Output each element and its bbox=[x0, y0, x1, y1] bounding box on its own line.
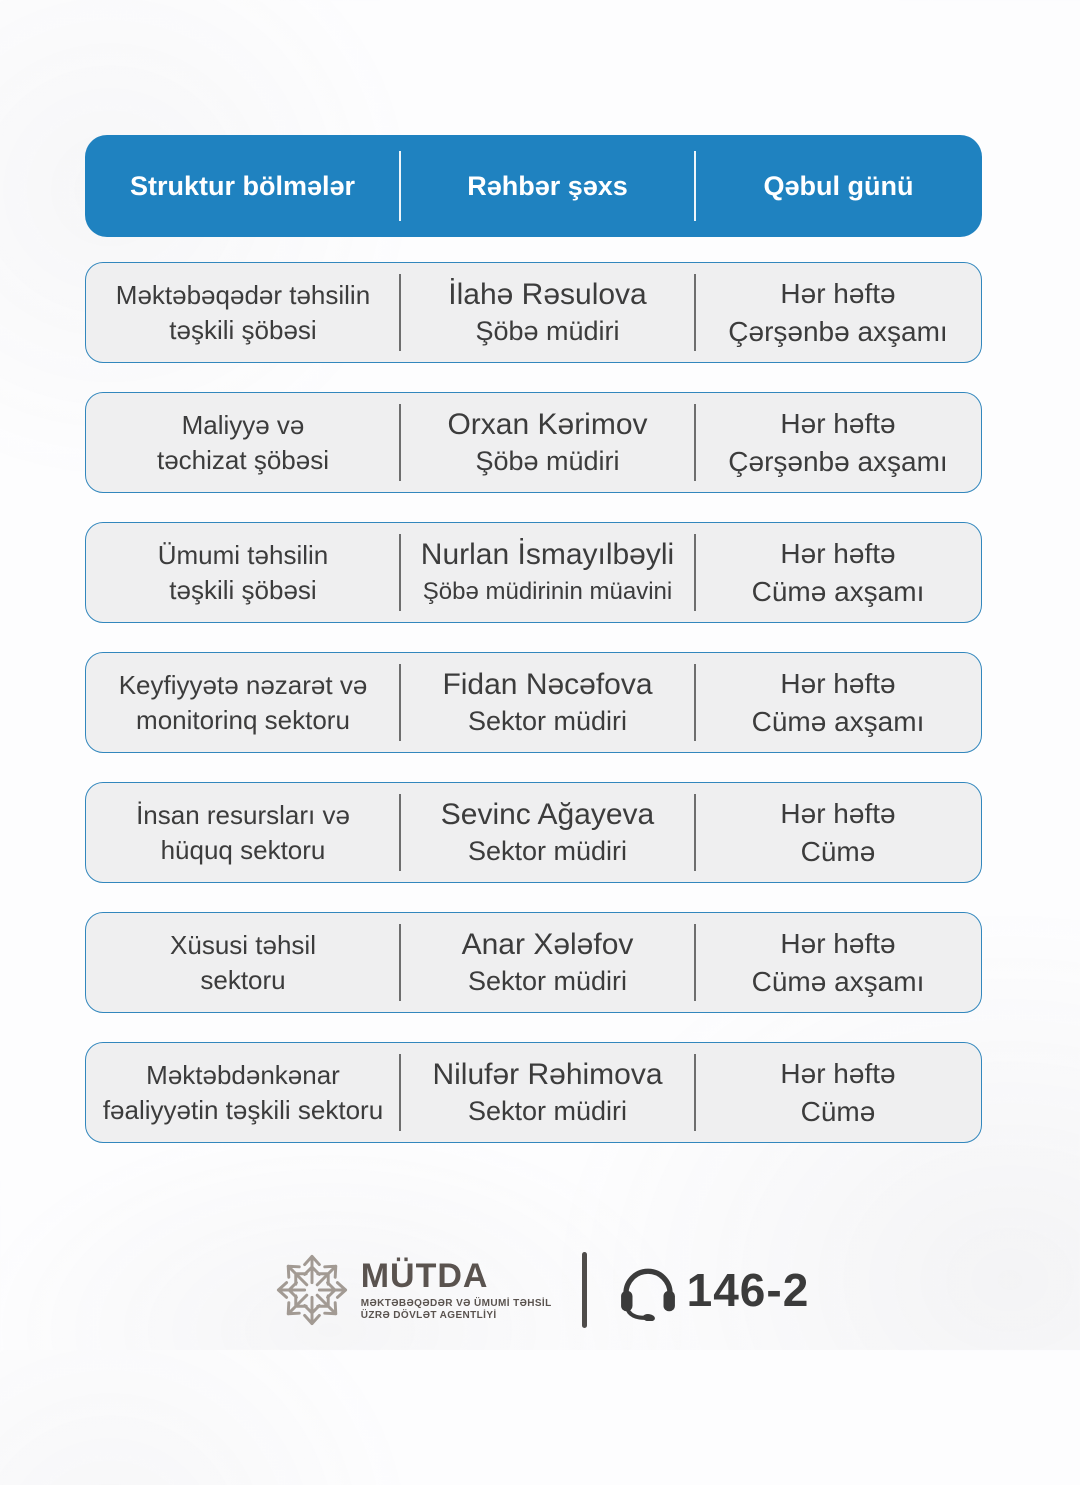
column-header-structural-units: Struktur bölmələr bbox=[129, 170, 356, 201]
schedule-cell bbox=[695, 523, 981, 622]
department-line: təchizat şöbəsi bbox=[157, 444, 329, 475]
schedule-line: Hər həftə bbox=[780, 667, 896, 699]
department-cell bbox=[86, 523, 400, 622]
schedule-line: Cümə bbox=[800, 1095, 876, 1127]
reception-schedule-table bbox=[85, 135, 982, 1143]
department-line: Keyfiyyətə nəzarət və bbox=[118, 669, 368, 700]
logo-subtitle-line: MƏKTƏBƏQƏDƏR VƏ ÜMUMİ TƏHSİL bbox=[360, 1297, 552, 1309]
schedule-cell bbox=[695, 1043, 981, 1142]
department-line: sektoru bbox=[200, 964, 286, 995]
schedule-cell bbox=[695, 393, 981, 492]
schedule-line: Hər həftə bbox=[780, 1057, 896, 1089]
snowflake-emblem-icon bbox=[271, 1249, 353, 1331]
table-row bbox=[85, 522, 982, 623]
person-cell bbox=[400, 653, 695, 752]
department-line: Məktəbdənkənar bbox=[146, 1059, 340, 1090]
person-name: Nilufər Rəhimova bbox=[432, 1058, 663, 1091]
table-row bbox=[85, 1042, 982, 1143]
schedule-line: Hər həftə bbox=[780, 407, 896, 439]
department-line: təşkili şöbəsi bbox=[169, 314, 317, 345]
table-row bbox=[85, 652, 982, 753]
hotline bbox=[617, 1259, 810, 1321]
person-name: Anar Xələfov bbox=[461, 928, 634, 961]
schedule-line: Hər həftə bbox=[780, 537, 896, 569]
department-cell bbox=[86, 1043, 400, 1142]
department-line: hüquq sektoru bbox=[160, 834, 326, 865]
logo-text-block bbox=[360, 1256, 552, 1322]
department-line: monitorinq sektoru bbox=[136, 704, 350, 735]
schedule-cell bbox=[695, 263, 981, 362]
schedule-line: Hər həftə bbox=[780, 277, 896, 309]
table-row bbox=[85, 912, 982, 1013]
person-cell bbox=[400, 263, 695, 362]
department-line: İnsan resursları və bbox=[136, 799, 350, 830]
table-row bbox=[85, 782, 982, 883]
department-cell bbox=[86, 393, 400, 492]
department-cell bbox=[86, 783, 400, 882]
schedule-line: Cümə axşamı bbox=[751, 575, 925, 607]
department-line: Maliyyə və bbox=[181, 409, 305, 440]
schedule-cell bbox=[695, 783, 981, 882]
person-name: Sevinc Ağayeva bbox=[440, 798, 655, 831]
department-cell bbox=[86, 263, 400, 362]
person-name: Nurlan İsmayılbəyli bbox=[420, 538, 675, 571]
person-cell bbox=[400, 1043, 695, 1142]
department-cell bbox=[86, 913, 400, 1012]
person-role: Sektor müdiri bbox=[467, 1096, 628, 1126]
schedule-line: Hər həftə bbox=[780, 797, 896, 829]
department-line: Ümumi təhsilin bbox=[157, 539, 329, 570]
department-line: fəaliyyətin təşkili sektoru bbox=[102, 1094, 384, 1125]
footer-divider bbox=[582, 1252, 587, 1328]
person-role: Şöbə müdiri bbox=[475, 446, 620, 476]
schedule-line: Çərşənbə axşamı bbox=[728, 315, 948, 347]
schedule-line: Hər həftə bbox=[780, 927, 896, 959]
headset-icon bbox=[617, 1259, 679, 1321]
schedule-line: Cümə bbox=[800, 835, 876, 867]
schedule-line: Cümə axşamı bbox=[751, 705, 925, 737]
person-role: Şöbə müdirinin müavini bbox=[422, 578, 673, 605]
mutda-logo bbox=[271, 1249, 552, 1331]
department-cell bbox=[86, 653, 400, 752]
person-role: Sektor müdiri bbox=[467, 706, 628, 736]
person-role: Sektor müdiri bbox=[467, 966, 628, 996]
table-row bbox=[85, 392, 982, 493]
logo-title: MÜTDA bbox=[360, 1256, 489, 1295]
table-header-row bbox=[85, 135, 982, 237]
table-body bbox=[85, 262, 982, 1143]
person-cell bbox=[400, 523, 695, 622]
person-name: Fidan Nəcəfova bbox=[442, 668, 653, 701]
person-role: Şöbə müdiri bbox=[475, 316, 620, 346]
department-line: Məktəbəqədər təhsilin bbox=[115, 279, 371, 310]
person-cell bbox=[400, 783, 695, 882]
person-name: Orxan Kərimov bbox=[447, 408, 648, 441]
column-header-leading-person: Rəhbər şəxs bbox=[400, 135, 695, 237]
logo-subtitle-line: ÜZRƏ DÖVLƏT AGENTLİYİ bbox=[360, 1309, 497, 1321]
person-role: Sektor müdiri bbox=[467, 836, 628, 866]
department-line: təşkili şöbəsi bbox=[169, 574, 317, 605]
person-name: İlahə Rəsulova bbox=[448, 278, 647, 311]
schedule-line: Çərşənbə axşamı bbox=[728, 445, 948, 477]
schedule-cell bbox=[695, 653, 981, 752]
person-cell bbox=[400, 913, 695, 1012]
person-cell bbox=[400, 393, 695, 492]
infographic-page bbox=[0, 135, 1080, 1485]
schedule-line: Cümə axşamı bbox=[751, 965, 925, 997]
hotline-number: 146-2 bbox=[686, 1264, 810, 1316]
table-row bbox=[85, 262, 982, 363]
department-line: Xüsusi təhsil bbox=[170, 929, 316, 960]
column-header-reception-day: Qəbul günü bbox=[695, 135, 982, 237]
logo-subtitle bbox=[361, 1298, 552, 1322]
footer bbox=[0, 1249, 1080, 1331]
schedule-cell bbox=[695, 913, 981, 1012]
